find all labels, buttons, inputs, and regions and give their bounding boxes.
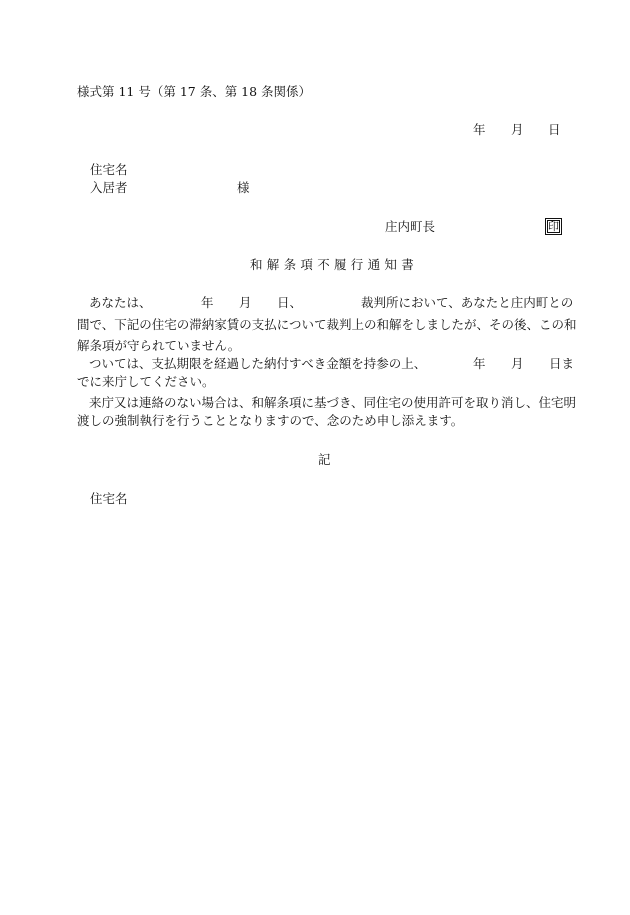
body-paragraph-3-line-2: 渡しの強制執行を行うこととなりますので、念のため申し添えます。 bbox=[77, 413, 464, 428]
body-paragraph-2-line-2: でに来庁してください。 bbox=[77, 374, 215, 389]
p1-month: 月 bbox=[239, 295, 252, 310]
sender-name: 庄内町長 bbox=[385, 219, 436, 234]
body-paragraph-1-line-3: 解条項が守られていません。 bbox=[77, 338, 241, 353]
p2-intro: ついては、支払期限を経過した納付すべき金額を持参の上、 bbox=[89, 356, 427, 371]
p2-year: 年 bbox=[473, 356, 486, 371]
body-paragraph-1-line-2: 間で、下記の住宅の滞納家賃の支払について裁判上の和解をしましたが、その後、この和 bbox=[77, 317, 577, 332]
date-day-label: 日 bbox=[548, 122, 561, 137]
p1-intro: あなたは、 bbox=[89, 295, 152, 310]
p1-day: 日、 bbox=[277, 295, 303, 310]
ki-heading: 記 bbox=[318, 452, 331, 467]
p2-month: 月 bbox=[511, 356, 524, 371]
item-address-label: 住宅名 bbox=[90, 491, 128, 506]
recipient-address-label: 住宅名 bbox=[90, 162, 128, 177]
seal-stamp: 印 bbox=[545, 218, 562, 235]
p1-year: 年 bbox=[201, 295, 214, 310]
document-title: 和解条項不履行通知書 bbox=[250, 257, 419, 272]
body-paragraph-3-line-1: 来庁又は連絡のない場合は、和解条項に基づき、同住宅の使用許可を取り消し、住宅明 bbox=[89, 395, 577, 410]
p2-day: 日ま bbox=[549, 356, 575, 371]
p1-court: 裁判所において、あなたと庄内町との bbox=[361, 295, 574, 310]
recipient-resident-label: 入居者 bbox=[90, 180, 128, 195]
date-year-label: 年 bbox=[473, 122, 486, 137]
form-number: 様式第 11 号（第 17 条、第 18 条関係） bbox=[77, 84, 312, 99]
recipient-honorific: 様 bbox=[237, 180, 250, 195]
date-month-label: 月 bbox=[511, 122, 524, 137]
